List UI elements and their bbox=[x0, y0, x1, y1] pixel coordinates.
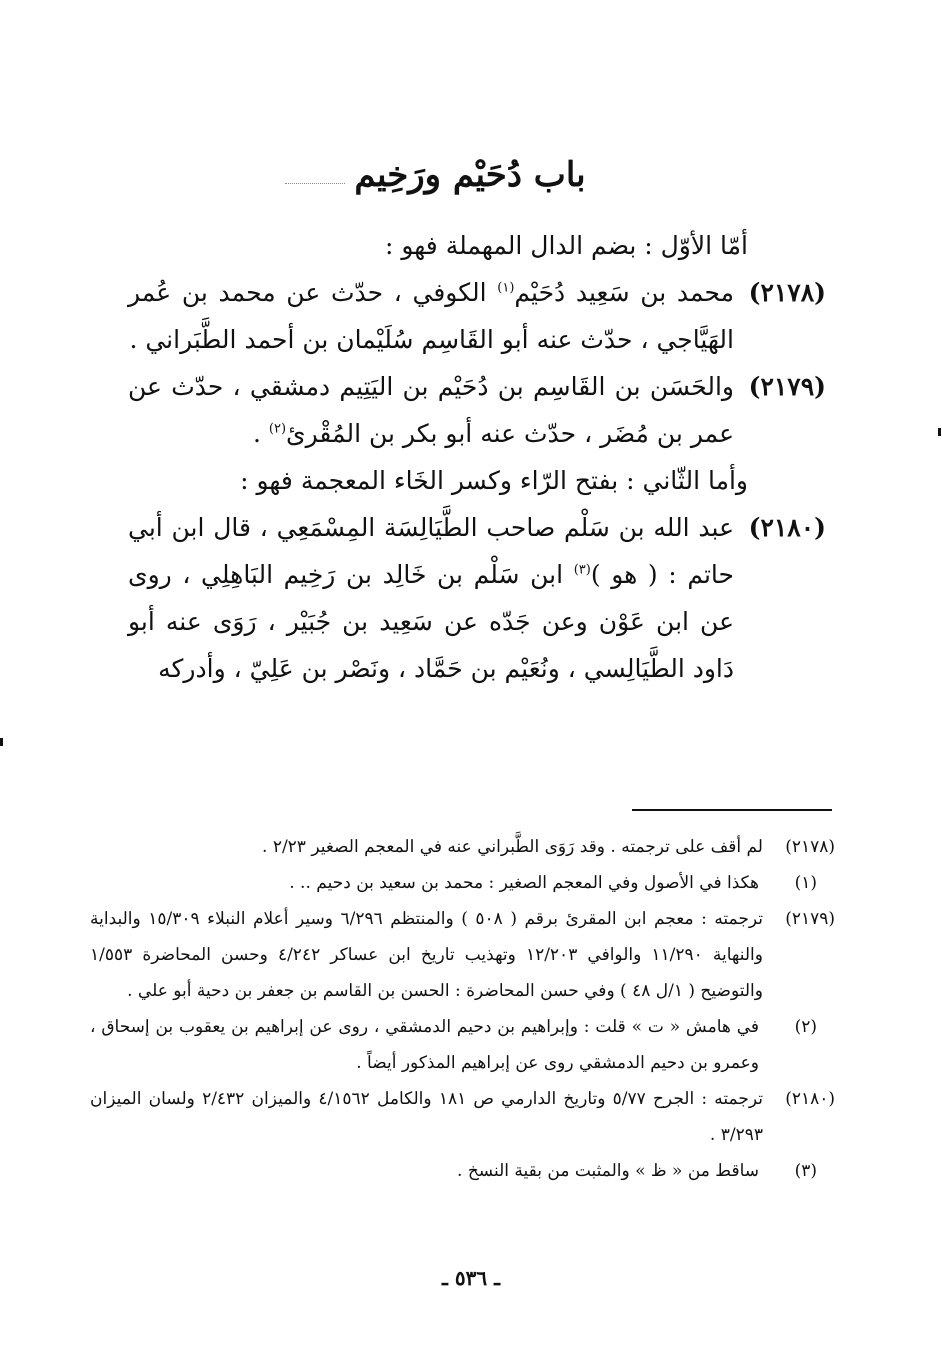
footnote-number: (٢١٧٩) bbox=[785, 909, 835, 929]
section-intro-first: أمّا الأوّل : بضم الدال المهملة فهو : bbox=[384, 231, 748, 260]
entry-number: (٢١٧٨) bbox=[748, 278, 826, 307]
footnote-3 bbox=[90, 1153, 835, 1189]
footnote-reference[interactable]: (١) bbox=[497, 280, 515, 296]
footnote-1 bbox=[90, 865, 835, 901]
entry-text bbox=[128, 363, 734, 457]
page-number: ـ ٥٣٦ ـ bbox=[442, 1266, 500, 1290]
entry-2178 bbox=[128, 269, 826, 363]
section-intro-second: وأما الثّاني : بفتح الرّاء وكسر الخَاء المعجمة فهو : bbox=[240, 466, 748, 495]
footnote-2179 bbox=[90, 901, 835, 1009]
scan-margin-mark bbox=[0, 738, 3, 746]
footnote-text: في هامش « ت » قلت : وإبراهيم بن دحيم الدمشقي ، روى عن إبراهيم بن يعقوب بن إسحاق ، وعمرو بن دحيم الدمشقي روى عن إبراهيم المذكور أيضاً . bbox=[90, 1017, 759, 1073]
footnote-reference[interactable]: (٢) bbox=[268, 421, 287, 437]
scan-margin-mark bbox=[938, 428, 941, 436]
entry-number: (٢١٨٠) bbox=[748, 513, 826, 542]
title-ornament-rule bbox=[285, 183, 345, 184]
footnote-2180 bbox=[90, 1081, 835, 1153]
footnotes-section bbox=[90, 829, 835, 1189]
entry-text-part: والحَسَن بن القَاسِم بن دُحَيْم بن اليَتِيم دمشقي ، حدّث عن عمر بن مُضَر ، حدّث عنه أبو بكر بن المُقْرئ bbox=[128, 372, 734, 448]
footnote-2 bbox=[90, 1009, 835, 1081]
entry-number: (٢١٧٩) bbox=[748, 372, 826, 401]
footnote-reference[interactable]: (٣) bbox=[573, 562, 591, 578]
footnote-number: (٢) bbox=[794, 1017, 817, 1037]
entry-text-part: عبد الله بن سَلْم صاحب الطَّيَالِسَة المِسْمَعِي ، قال ابن أبي حاتم : ( هو ) bbox=[128, 513, 735, 589]
entry-text bbox=[128, 504, 734, 692]
footnote-number: (٣) bbox=[794, 1161, 817, 1181]
entry-2179 bbox=[128, 363, 826, 457]
footnote-2178 bbox=[90, 829, 835, 865]
footnote-text: ساقط من « ظ » والمثبت من بقية النسخ . bbox=[457, 1161, 759, 1181]
footnote-number: (٢١٧٨) bbox=[785, 837, 835, 857]
footnote-separator bbox=[632, 809, 832, 811]
footnote-text: لم أقف على ترجمته . وقد رَوَى الطَّبراني عنه في المعجم الصغير ٢/٢٣ . bbox=[262, 837, 763, 857]
entry-text-part: . bbox=[252, 419, 269, 448]
entry-text bbox=[128, 269, 734, 363]
footnote-text: هكذا في الأصول وفي المعجم الصغير : محمد بن سعيد بن دحيم .. . bbox=[289, 873, 759, 893]
chapter-title: باب دُحَيْم ورَخِيم bbox=[354, 155, 586, 195]
entry-text-part: الكوفي ، حدّث عن محمد بن عُمر الهَيَّاجي ، حدّث عنه أبو القَاسِم سُلَيْمان بن أحمد الطَّبَراني . bbox=[128, 278, 734, 354]
footnote-text: ترجمته : معجم ابن المقرئ برقم ( ٥٠٨ ) والمنتظم ٦/٢٩٦ وسير أعلام النبلاء ١٥/٣٠٩ والبداية والنهاية ١١/٢٩٠ والوافي ١٢/٢٠٣ وتهذيب تاريخ ابن عساكر ٤/٢٤٢ وحسن المحاضرة ١/٥٥٣ والتوضيح ( ١/ل ٤٨ ) وفي حسن المحاضرة : الحسن بن القاسم بن جعفر بن دحية أبو علي . bbox=[90, 909, 764, 1001]
entry-2180 bbox=[128, 504, 826, 692]
footnote-number: (١) bbox=[794, 873, 817, 893]
footnote-text: ترجمته : الجرح ٥/٧٧ وتاريخ الدارمي ص ١٨١ والكامل ٤/١٥٦٢ والميزان ٢/٤٣٢ ولسان الميزان ٣/٢٩٣ . bbox=[90, 1089, 763, 1145]
entry-text-part: ابن سَلْم بن خَالِد بن رَخِيم البَاهِلِي ، روى عن ابن عَوْن وعن جَدّه عن سَعِيد بن جُبَيْر ، رَوَى عنه أبو دَاود الطَّيَالِسي ، ونُعَيْم بن حَمَّاد ، ونَصْر بن عَلِيّ ، وأدركه bbox=[128, 560, 734, 683]
entry-text-part: محمد بن سَعِيد دُحَيْم bbox=[514, 278, 734, 307]
main-text bbox=[128, 222, 826, 692]
footnote-number: (٢١٨٠) bbox=[785, 1089, 835, 1109]
